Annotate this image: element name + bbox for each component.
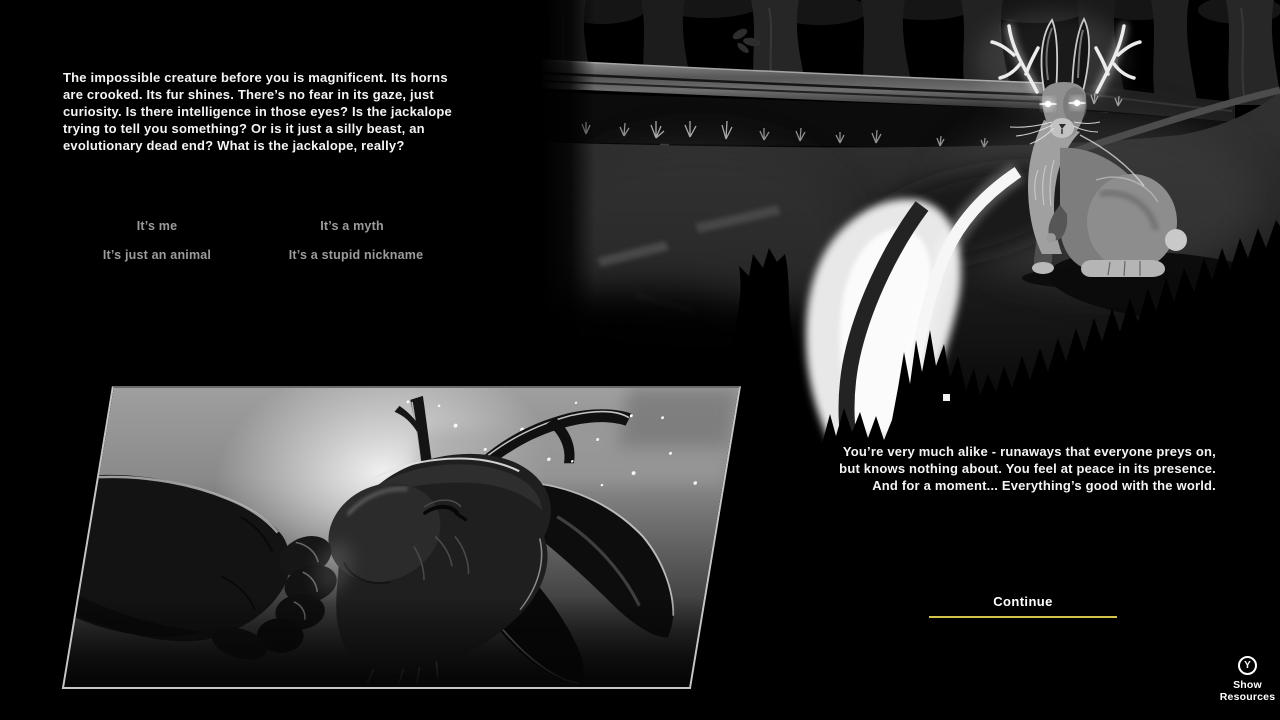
narration-line: evolutionary dead end? What is the jackalope, really? [63,138,405,153]
choice-its-a-stupid-nickname[interactable]: It’s a stupid nickname [288,248,424,262]
tail [1165,229,1187,251]
show-resources-button[interactable] [1200,656,1280,703]
response-line: You’re very much alike - runaways that everyone preys on, [842,444,1216,459]
gamepad-y-button-icon: Y [1238,656,1257,675]
show-resources-label: Show Resources [1219,679,1276,703]
narration-line: curiosity. Is there intelligence in those eyes? Is the jackalope [63,104,452,119]
narration-text [63,69,452,154]
narration-line: are crooked. Its fur shines. There’s no fear in its gaze, just [63,87,434,102]
choice-its-just-an-animal[interactable]: It’s just an animal [102,248,212,262]
response-text [839,443,1216,494]
response-line: but knows nothing about. You feel at peace in its presence. [839,461,1216,476]
choice-its-a-myth[interactable]: It’s a myth [320,219,384,233]
narration-line: The impossible creature before you is magnificent. Its horns [63,70,448,85]
inset-illustration-hand-petting-jackalope [62,386,741,689]
response-line: And for a moment... Everything’s good with the world. [872,478,1216,493]
choice-its-me[interactable]: It’s me [136,219,178,233]
narration-line: trying to tell you something? Or is it just a silly beast, an [63,121,425,136]
continue-button[interactable]: Continue [929,594,1117,618]
